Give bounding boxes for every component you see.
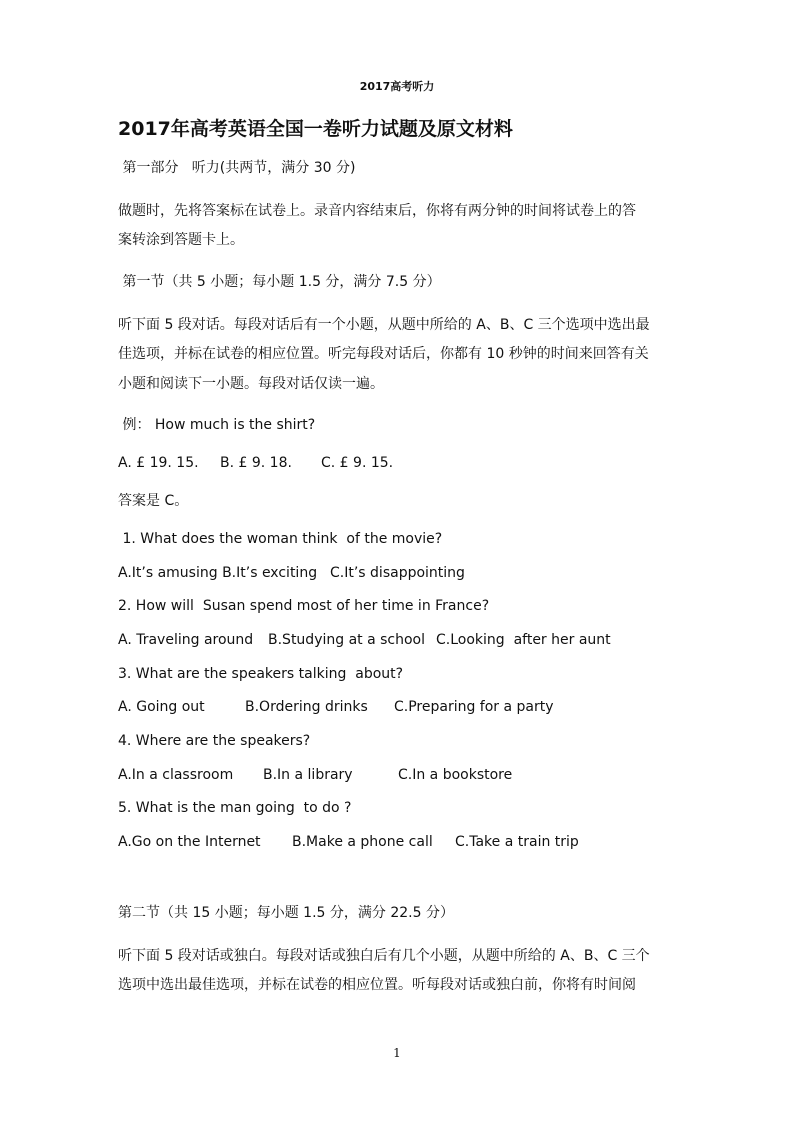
question-5: 5. What is the man going to do ? <box>118 800 352 816</box>
question-4-option-b: B.In a library <box>263 767 353 783</box>
question-4-option-c: C.In a bookstore <box>398 767 513 783</box>
example-question: 例： How much is the shirt? <box>118 417 316 433</box>
part1-heading: 第一部分 听力(共两节，满分 30 分) <box>118 160 356 176</box>
question-4: 4. Where are the speakers? <box>118 733 311 749</box>
example-option-b: B. £ 9. 18. <box>220 455 292 471</box>
question-3-option-c: C.Preparing for a party <box>394 699 554 715</box>
example-answer: 答案是 C。 <box>118 493 189 509</box>
question-1: 1. What does the woman think of the movie? <box>118 531 443 547</box>
question-5-option-a: A.Go on the Internet <box>118 834 261 850</box>
section2-heading: 第二节（共 15 小题；每小题 1.5 分，满分 22.5 分） <box>118 905 454 921</box>
question-1-option-c: C.It’s disappointing <box>330 565 465 581</box>
section2-directions-line-2: 选项中选出最佳选项，并标在试卷的相应位置。听每段对话或独白前，你将有时间阅 <box>118 977 636 993</box>
question-2-option-a: A. Traveling around <box>118 632 254 648</box>
instructions-line-2: 案转涂到答题卡上。 <box>118 232 244 248</box>
question-4-option-a: A.In a classroom <box>118 767 234 783</box>
section1-directions-line-1: 听下面 5 段对话。每段对话后有一个小题，从题中所给的 A、B、C 三个选项中选出最 <box>118 317 650 333</box>
question-2-option-c: C.Looking after her aunt <box>436 632 611 648</box>
question-3-option-b: B.Ordering drinks <box>245 699 368 715</box>
section1-heading: 第一节（共 5 小题；每小题 1.5 分，满分 7.5 分） <box>118 274 441 290</box>
example-option-a: A. £ 19. 15. <box>118 455 199 471</box>
section1-directions-line-3: 小题和阅读下一小题。每段对话仅读一遍。 <box>118 376 384 392</box>
question-3: 3. What are the speakers talking about? <box>118 666 404 682</box>
question-5-option-c: C.Take a train trip <box>455 834 579 850</box>
question-2-option-b: B.Studying at a school <box>268 632 426 648</box>
section2-directions-line-1: 听下面 5 段对话或独白。每段对话或独白后有几个小题，从题中所给的 A、B、C 三个 <box>118 948 650 964</box>
document-title: 2017年高考英语全国一卷听力试题及原文材料 <box>118 118 513 140</box>
question-3-option-a: A. Going out <box>118 699 205 715</box>
section1-directions-line-2: 佳选项，并标在试卷的相应位置。听完每段对话后，你都有 10 秒钟的时间来回答有关 <box>118 346 649 362</box>
question-2: 2. How will Susan spend most of her time in France? <box>118 598 490 614</box>
question-1-options-ab: A.It’s amusing B.It’s exciting <box>118 565 318 581</box>
question-5-option-b: B.Make a phone call <box>292 834 433 850</box>
example-option-c: C. £ 9. 15. <box>321 455 394 471</box>
page-number: 1 <box>393 1046 401 1060</box>
instructions-line-1: 做题时，先将答案标在试卷上。录音内容结束后，你将有两分钟的时间将试卷上的答 <box>118 203 636 219</box>
page-header: 2017高考听力 <box>359 80 435 93</box>
